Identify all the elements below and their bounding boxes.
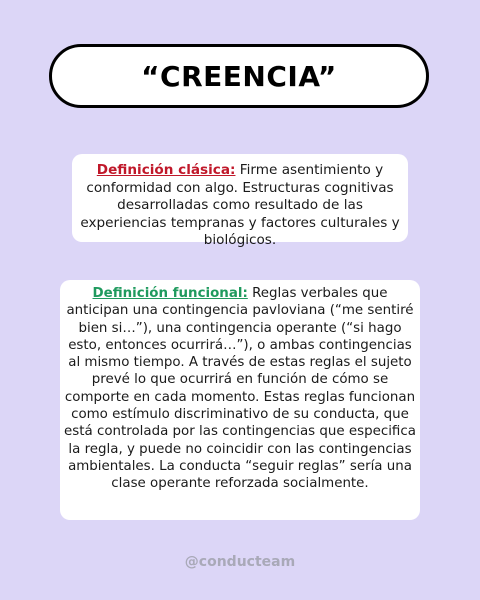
classic-definition-card (72, 154, 408, 249)
author-handle: @conducteam (184, 554, 296, 570)
functional-definition-card (60, 280, 420, 520)
classic-definition-paragraph (78, 162, 402, 250)
title-banner (49, 44, 429, 108)
page-title: “CREENCIA” (141, 59, 337, 93)
classic-definition-text: Firme asentimiento y conformidad con algo. Estructuras cognitivas desarrolladas como resultado de las experiencias tempranas y factores culturales y biológicos. (80, 162, 400, 249)
functional-definition-paragraph (64, 285, 416, 493)
classic-definition-term: Definición clásica: (96, 162, 236, 178)
functional-definition-term: Definición funcional: (92, 286, 248, 301)
functional-definition-text: Reglas verbales que anticipan una contingencia pavloviana (“me sentiré bien si…”), una contingencia operante (“si hago esto, entonces ocurrirá…”), o ambas contingencias al mismo tiempo. A través de estas reglas el sujeto prevé lo que ocurrirá en función de cómo se comporte en cada momento. Estas reglas funcionan como estímulo discriminativo de su conducta, que está controlada por las contingencias que especifica la regla, y puede no coincidir con las contingencias ambientales. La conducta “seguir reglas” sería una clase operante reforzada socialmente. (64, 286, 416, 492)
